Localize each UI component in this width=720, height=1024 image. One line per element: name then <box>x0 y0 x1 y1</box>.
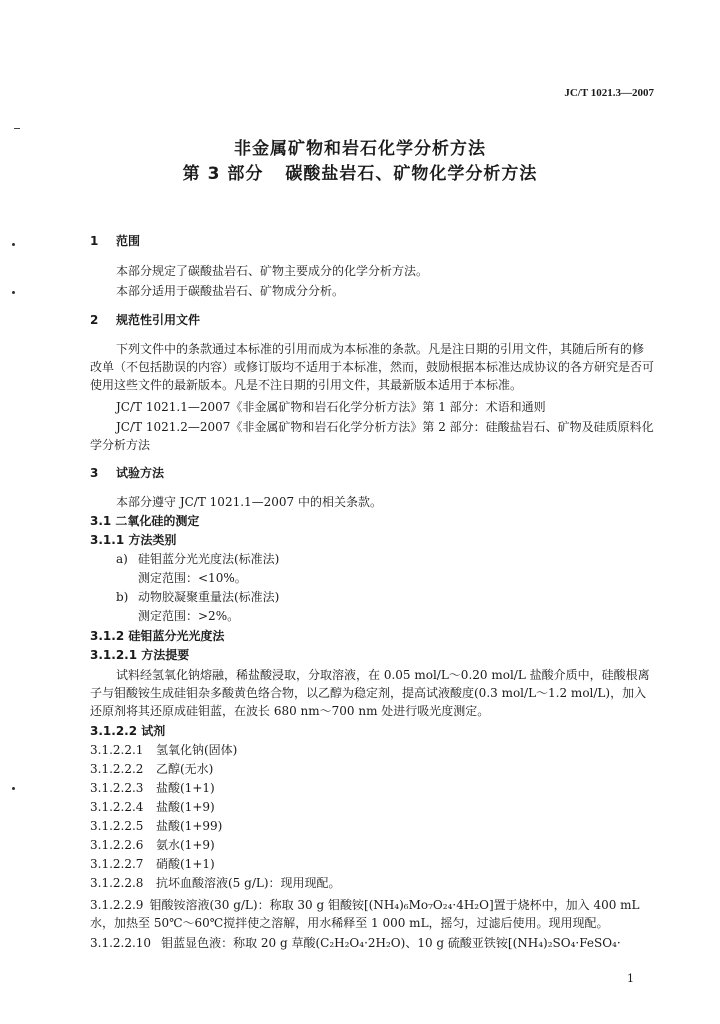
reagent-item <box>90 760 213 778</box>
method-a-label: a) <box>116 552 128 566</box>
reagent-item <box>90 874 341 892</box>
page-number: 1 <box>627 972 634 985</box>
reagent-number: 3.1.2.2.9 <box>90 898 144 912</box>
reagent-item <box>90 741 237 759</box>
part-name: 碳酸盐岩石、矿物化学分析方法 <box>285 164 538 184</box>
section-3-para-1: 本部分遵守 JC/T 1021.1—2007 中的相关条款。 <box>116 495 383 509</box>
reagent-number: 3.1.2.2.10 <box>90 936 152 950</box>
reagent-text: 钼蓝显色液：称取 20 g 草酸(C₂H₂O₄·2H₂O)、10 g 硫酸亚铁铵[(NH₄)₂SO₄·FeSO₄· <box>161 936 621 950</box>
reagent-text: 氢氧化钠(固体) <box>156 743 238 757</box>
reagent-item <box>90 855 215 873</box>
reagent-text: 盐酸(1+99) <box>156 819 223 833</box>
method-a-text: 硅钼蓝分光光度法(标准法) <box>138 552 280 566</box>
scan-speck <box>12 243 15 246</box>
reagent-item <box>90 836 215 854</box>
normative-reference-1: JC/T 1021.1—2007《非金属矿物和岩石化学分析方法》第 1 部分：术语和通则 <box>116 400 546 414</box>
section-1-para-1: 本部分规定了碳酸盐岩石、矿物主要成分的化学分析方法。 <box>116 264 429 278</box>
method-b-range: 测定范围：>2%。 <box>138 609 240 623</box>
standard-code: JC/T 1021.3—2007 <box>564 87 654 99</box>
reagent-text: 氨水(1+9) <box>156 838 215 852</box>
normative-reference-2: JC/T 1021.2—2007《非金属矿物和岩石化学分析方法》第 2 部分：硅酸盐岩石、矿物及硅质原料化学分析方法 <box>90 420 654 452</box>
reagent-text: 钼酸铵溶液(30 g/L)：称取 30 g 钼酸铵[(NH₄)₆Mo₇O₂₄·4H₂O]置于烧杯中，加入 400 mL 水，加热至 50℃～60℃搅拌使之溶解，用水稀释至 1 000 mL，摇匀，过滤后使用。现用现配。 <box>90 898 640 930</box>
reagent-text: 抗坏血酸溶液(5 g/L)：现用现配。 <box>156 876 341 890</box>
reagent-item <box>90 798 215 816</box>
reagent-10 <box>90 934 621 952</box>
subsection-3-1-2-1: 3.1.2.1 方法提要 <box>90 648 190 662</box>
section-2-heading: 2 规范性引用文件 <box>90 313 201 327</box>
part-label: 第 3 部分 <box>182 164 264 184</box>
reagent-text: 盐酸(1+9) <box>156 800 215 814</box>
scan-speck <box>12 787 15 790</box>
reagent-number: 3.1.2.2.4 <box>90 800 144 814</box>
method-b-text: 动物胶凝聚重量法(标准法) <box>138 590 280 604</box>
section-1-heading: 1 范围 <box>90 234 141 248</box>
reagent-text: 乙醇(无水) <box>156 762 214 776</box>
method-summary: 试料经氢氧化钠熔融，稀盐酸浸取，分取溶液，在 0.05 mol/L～0.20 mol/L 盐酸介质中，硅酸根离子与钼酸铵生成硅钼杂多酸黄色络合物，以乙醇为稳定剂，提高试液酸度(0.3 mol/L～1.2 mol/L)，加入还原剂将其还原成硅钼蓝，在波长 680 nm～700 nm 处进行吸光度测定。 <box>90 668 650 718</box>
subsection-3-1: 3.1 二氧化硅的测定 <box>90 514 200 528</box>
reagent-number: 3.1.2.2.7 <box>90 857 144 871</box>
subsection-3-1-1: 3.1.1 方法类别 <box>90 533 177 547</box>
reagent-number: 3.1.2.2.2 <box>90 762 144 776</box>
reagent-9 <box>90 896 655 932</box>
reagent-number: 3.1.2.2.3 <box>90 781 144 795</box>
subsection-3-1-2: 3.1.2 硅钼蓝分光光度法 <box>90 629 225 643</box>
scan-mark <box>14 128 20 129</box>
reagent-number: 3.1.2.2.5 <box>90 819 144 833</box>
reagent-number: 3.1.2.2.8 <box>90 876 144 890</box>
reagent-text: 硝酸(1+1) <box>156 857 215 871</box>
document-title: 非金属矿物和岩石化学分析方法 <box>234 139 486 159</box>
section-1-para-2: 本部分适用于碳酸盐岩石、矿物成分分析。 <box>116 284 345 298</box>
document-subtitle <box>0 165 720 183</box>
method-b-label: b) <box>116 590 129 604</box>
reagent-item <box>90 779 215 797</box>
method-a-range: 测定范围：<10%。 <box>138 571 247 585</box>
reagent-number: 3.1.2.2.1 <box>90 743 144 757</box>
reagent-text: 盐酸(1+1) <box>156 781 215 795</box>
scan-speck <box>12 291 15 294</box>
reagent-item <box>90 817 222 835</box>
section-3-heading: 3 试验方法 <box>90 466 165 480</box>
subsection-3-1-2-2: 3.1.2.2 试剂 <box>90 724 166 738</box>
reagent-number: 3.1.2.2.6 <box>90 838 144 852</box>
section-2-para-1: 下列文件中的条款通过本标准的引用而成为本标准的条款。凡是注日期的引用文件，其随后所有的修改单（不包括勘误的内容）或修订版均不适用于本标准，然而，鼓励根据本标准达成协议的各方研究是否可使用这些文件的最新版本。凡是不注日期的引用文件，其最新版本适用于本标准。 <box>90 342 655 392</box>
